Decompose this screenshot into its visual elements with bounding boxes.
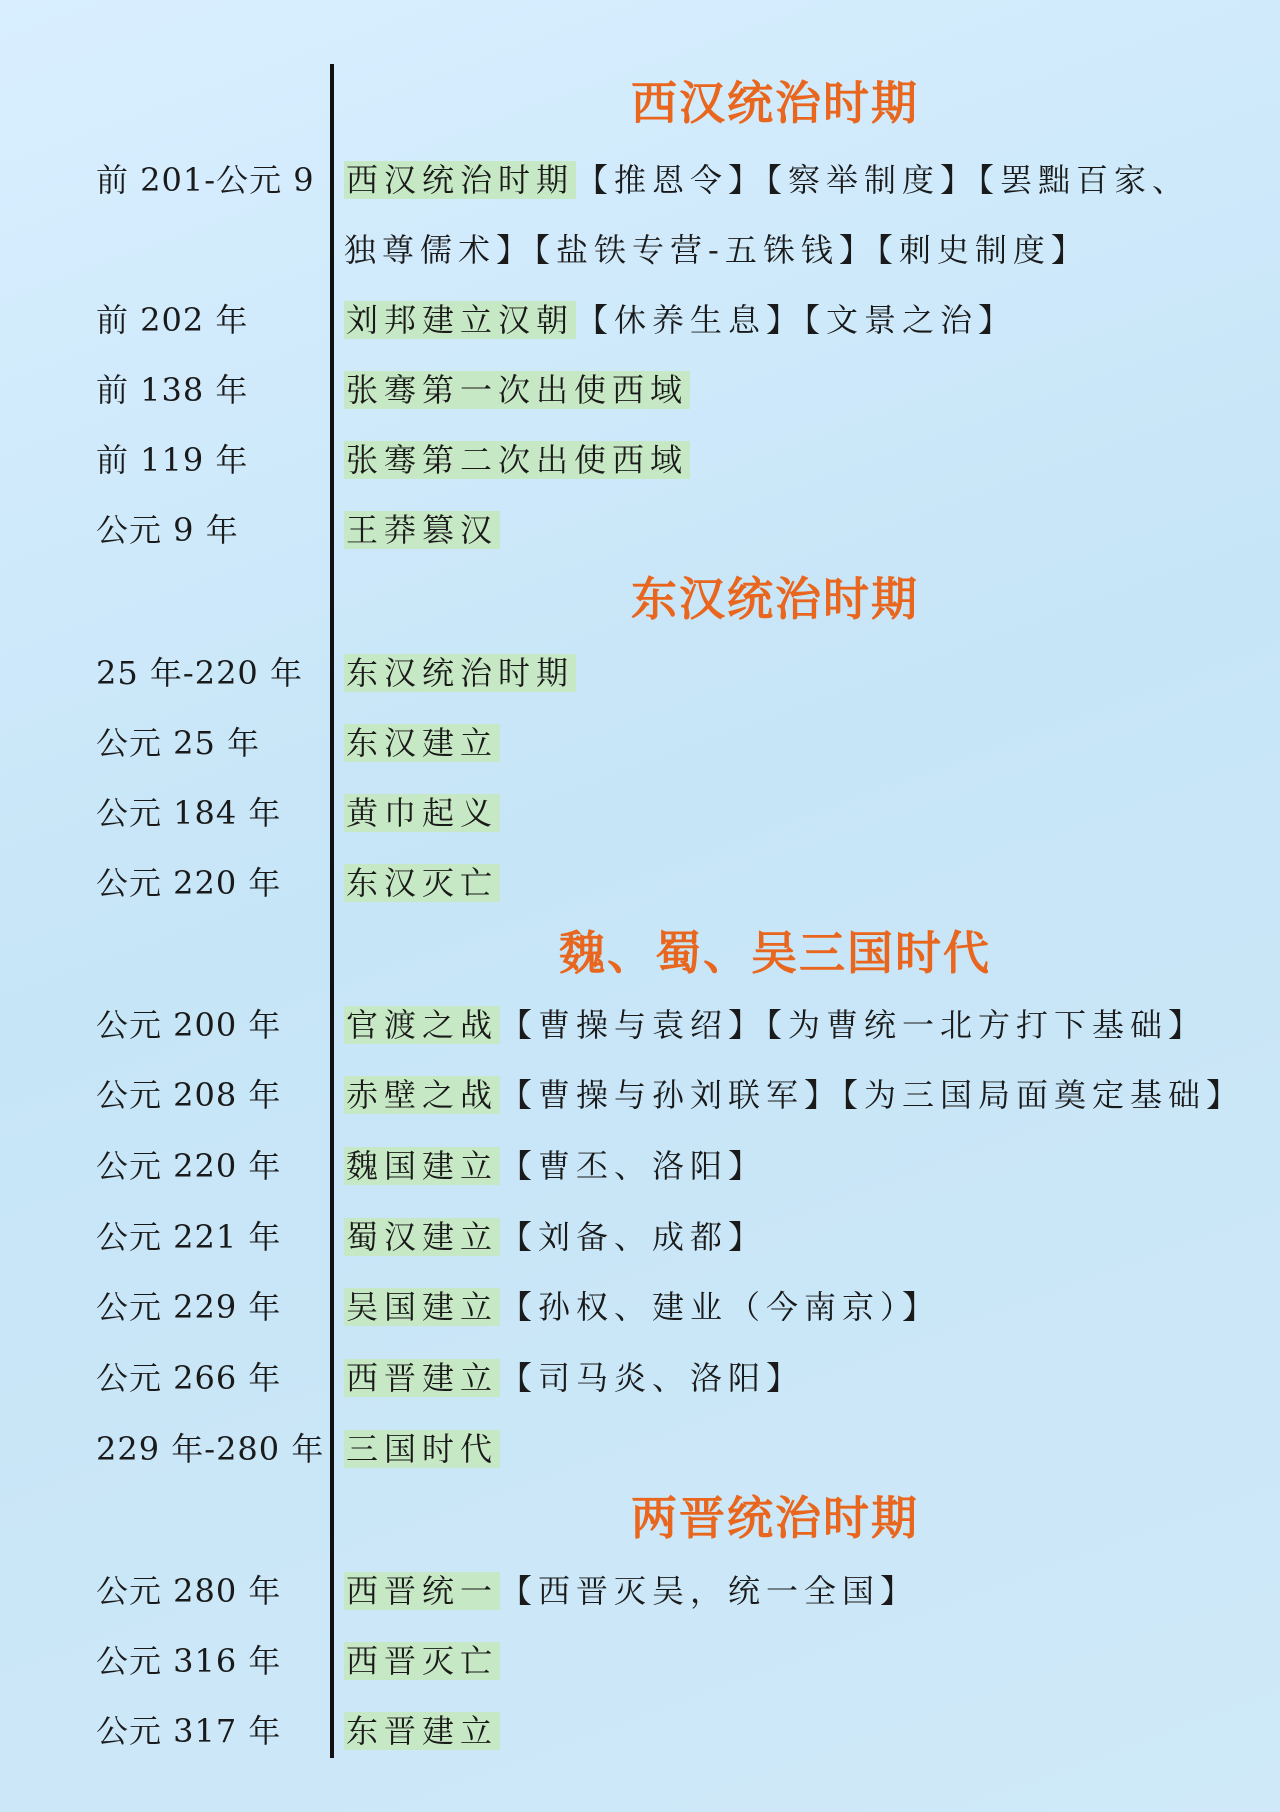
- event-date: 前 202 年: [96, 301, 249, 339]
- timeline-row: [0, 1065, 1280, 1125]
- event-name: 官渡之战: [346, 1006, 499, 1044]
- timeline-row: [0, 360, 1280, 420]
- timeline-row: [0, 1207, 1280, 1267]
- event-date: 公元 280 年: [96, 1572, 282, 1610]
- event-date: 229 年-280 年: [96, 1430, 325, 1468]
- timeline-row: [0, 1419, 1280, 1479]
- event-date: 25 年-220 年: [96, 654, 303, 692]
- event-date: 公元 229 年: [96, 1288, 282, 1326]
- event-detail: 独尊儒术】【盐铁专营-五铢钱】【刺史制度】: [344, 231, 1089, 269]
- event-name: 刘邦建立汉朝: [346, 301, 575, 339]
- event-content: [344, 1065, 1244, 1125]
- event-date: 公元 316 年: [96, 1642, 282, 1680]
- event-date: 公元 208 年: [96, 1076, 282, 1114]
- event-detail: 【推恩令】【察举制度】【罢黜百家、: [576, 161, 1191, 199]
- event-detail: 【孙权、建业（今南京）】: [500, 1288, 941, 1326]
- timeline-row: [0, 150, 1280, 210]
- event-detail: 【西晋灭吴，统一全国】: [500, 1572, 919, 1610]
- timeline-row: [0, 290, 1280, 350]
- event-name: 西汉统治时期: [346, 161, 575, 199]
- event-detail: 【刘备、成都】: [500, 1218, 767, 1256]
- event-date: 公元 266 年: [96, 1359, 282, 1397]
- event-date: 公元 9 年: [96, 511, 239, 549]
- event-name: 东汉灭亡: [346, 864, 499, 902]
- event-content: [344, 853, 500, 913]
- section-title: 魏、蜀、吴三国时代: [559, 926, 991, 980]
- timeline-row: [0, 220, 1280, 280]
- event-detail: 【休养生息】【文景之治】: [576, 301, 1017, 339]
- event-date: 公元 220 年: [96, 1147, 282, 1185]
- timeline-row: [0, 1561, 1280, 1621]
- event-content: [344, 220, 1089, 280]
- event-date: 公元 317 年: [96, 1712, 282, 1750]
- event-content: [344, 783, 500, 843]
- event-name: 赤壁之战: [346, 1076, 499, 1114]
- event-date: 公元 184 年: [96, 794, 282, 832]
- event-name: 三国时代: [346, 1430, 499, 1468]
- event-name: 蜀汉建立: [346, 1218, 499, 1256]
- event-content: [344, 1419, 500, 1479]
- timeline-row: [0, 1631, 1280, 1691]
- event-content: [344, 360, 690, 420]
- event-content: [344, 643, 576, 703]
- timeline-row: [0, 430, 1280, 490]
- event-detail: 【曹丕、洛阳】: [500, 1147, 767, 1185]
- event-content: [344, 1701, 500, 1761]
- timeline-row: [0, 713, 1280, 773]
- event-content: [344, 500, 500, 560]
- event-content: [344, 713, 500, 773]
- event-content: [344, 1631, 500, 1691]
- timeline-row: [0, 1348, 1280, 1408]
- event-content: [344, 1207, 766, 1267]
- event-content: [344, 430, 690, 490]
- section-title: 西汉统治时期: [631, 76, 919, 130]
- event-date: 前 119 年: [96, 441, 249, 479]
- section-title: 东汉统治时期: [631, 572, 919, 626]
- event-name: 东汉建立: [346, 724, 499, 762]
- timeline-row: [0, 1277, 1280, 1337]
- timeline-row: [0, 643, 1280, 703]
- event-content: [344, 1348, 804, 1408]
- timeline-row: [0, 500, 1280, 560]
- event-date: 前 138 年: [96, 371, 249, 409]
- event-date: 公元 220 年: [96, 864, 282, 902]
- event-content: [344, 1561, 918, 1621]
- timeline-row: [0, 783, 1280, 843]
- event-name: 西晋灭亡: [346, 1642, 499, 1680]
- event-date: 公元 25 年: [96, 724, 261, 762]
- event-name: 西晋建立: [346, 1359, 499, 1397]
- timeline-row: [0, 995, 1280, 1055]
- event-content: [344, 290, 1016, 350]
- event-name: 张骞第一次出使西域: [346, 371, 689, 409]
- event-content: [344, 150, 1190, 210]
- event-name: 王莽篡汉: [346, 511, 499, 549]
- timeline-row: [0, 853, 1280, 913]
- event-date: 前 201-公元 9: [96, 161, 315, 199]
- event-content: [344, 1277, 940, 1337]
- event-name: 西晋统一: [346, 1572, 499, 1610]
- event-detail: 【曹操与孙刘联军】【为三国局面奠定基础】: [500, 1076, 1245, 1114]
- event-name: 黄巾起义: [346, 794, 499, 832]
- event-date: 公元 221 年: [96, 1218, 282, 1256]
- event-name: 张骞第二次出使西域: [346, 441, 689, 479]
- event-date: 公元 200 年: [96, 1006, 282, 1044]
- timeline-row: [0, 1701, 1280, 1761]
- event-name: 东晋建立: [346, 1712, 499, 1750]
- event-name: 魏国建立: [346, 1147, 499, 1185]
- section-title: 两晋统治时期: [631, 1491, 919, 1545]
- event-detail: 【司马炎、洛阳】: [500, 1359, 805, 1397]
- event-content: [344, 1136, 766, 1196]
- event-name: 吴国建立: [346, 1288, 499, 1326]
- event-content: [344, 995, 1206, 1055]
- event-name: 东汉统治时期: [346, 654, 575, 692]
- event-detail: 【曹操与袁绍】【为曹统一北方打下基础】: [500, 1006, 1207, 1044]
- timeline-row: [0, 1136, 1280, 1196]
